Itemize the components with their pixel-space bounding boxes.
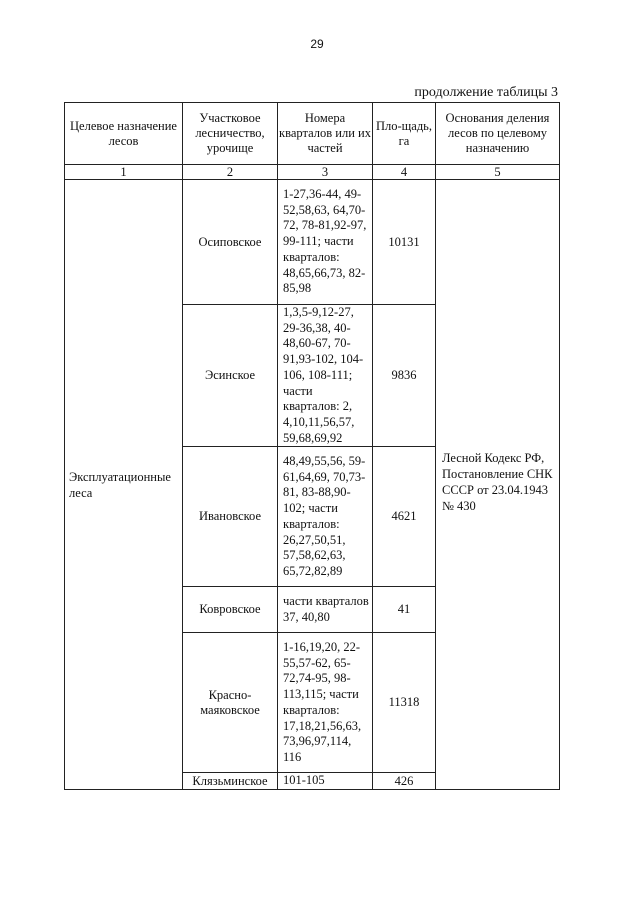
column-number: 2: [183, 165, 278, 180]
header-quarters: Номера кварталов или их частей: [278, 103, 373, 165]
header-row: [65, 103, 560, 165]
quarters-cell: 1-27,36-44, 49-52,58,63, 64,70-72, 78-81,92-97, 99-111; части кварталов: 48,65,66,73, 82-85,98: [278, 180, 373, 305]
forestry-cell: Клязьминское: [183, 773, 278, 790]
header-purpose: Целевое назначение лесов: [65, 103, 183, 165]
column-number: 4: [373, 165, 436, 180]
forestry-cell: Ивановское: [183, 447, 278, 587]
column-number: 5: [436, 165, 560, 180]
area-cell: 10131: [373, 180, 436, 305]
area-cell: 11318: [373, 633, 436, 773]
purpose-cell: [65, 180, 183, 790]
area-cell: 426: [373, 773, 436, 790]
column-number-row: [65, 165, 560, 180]
area-cell: 9836: [373, 305, 436, 447]
column-number: 3: [278, 165, 373, 180]
basis-text: Лесной Кодекс РФ, Постановление СНК СССР от 23.04.1943 № 430: [442, 451, 553, 513]
table-row: [65, 180, 560, 305]
header-forestry: Участковое лесничество, урочище: [183, 103, 278, 165]
area-cell: 41: [373, 587, 436, 633]
page-number: 29: [310, 37, 324, 51]
quarters-cell: 1,3,5-9,12-27, 29-36,38, 40-48,60-67, 70-91,93-102, 104-106, 108-111; части кварталов: 2, 4,10,11,56,57, 59,68,69,92: [278, 305, 373, 447]
forest-purpose-table: [64, 102, 560, 790]
column-number: 1: [65, 165, 183, 180]
header-area: Пло-щадь, га: [373, 103, 436, 165]
basis-cell: [436, 180, 560, 790]
forestry-cell: Осиповское: [183, 180, 278, 305]
area-cell: 4621: [373, 447, 436, 587]
quarters-cell: 101-105: [278, 773, 373, 790]
header-basis: Основания деления лесов по целевому назначению: [436, 103, 560, 165]
forestry-cell: Красно-маяковское: [183, 633, 278, 773]
forestry-cell: Ковровское: [183, 587, 278, 633]
forestry-cell: Эсинское: [183, 305, 278, 447]
quarters-cell: 48,49,55,56, 59-61,64,69, 70,73-81, 83-88,90-102; части кварталов: 26,27,50,51, 57,58,62,63, 65,72,82,89: [278, 447, 373, 587]
purpose-text: Эксплуатационные леса: [69, 469, 171, 500]
quarters-cell: части кварталов 37, 40,80: [278, 587, 373, 633]
table-continuation-label: продолжение таблицы 3: [414, 85, 558, 100]
quarters-cell: 1-16,19,20, 22-55,57-62, 65-72,74-95, 98-113,115; части кварталов: 17,18,21,56,63, 73,96,97,114, 116: [278, 633, 373, 773]
